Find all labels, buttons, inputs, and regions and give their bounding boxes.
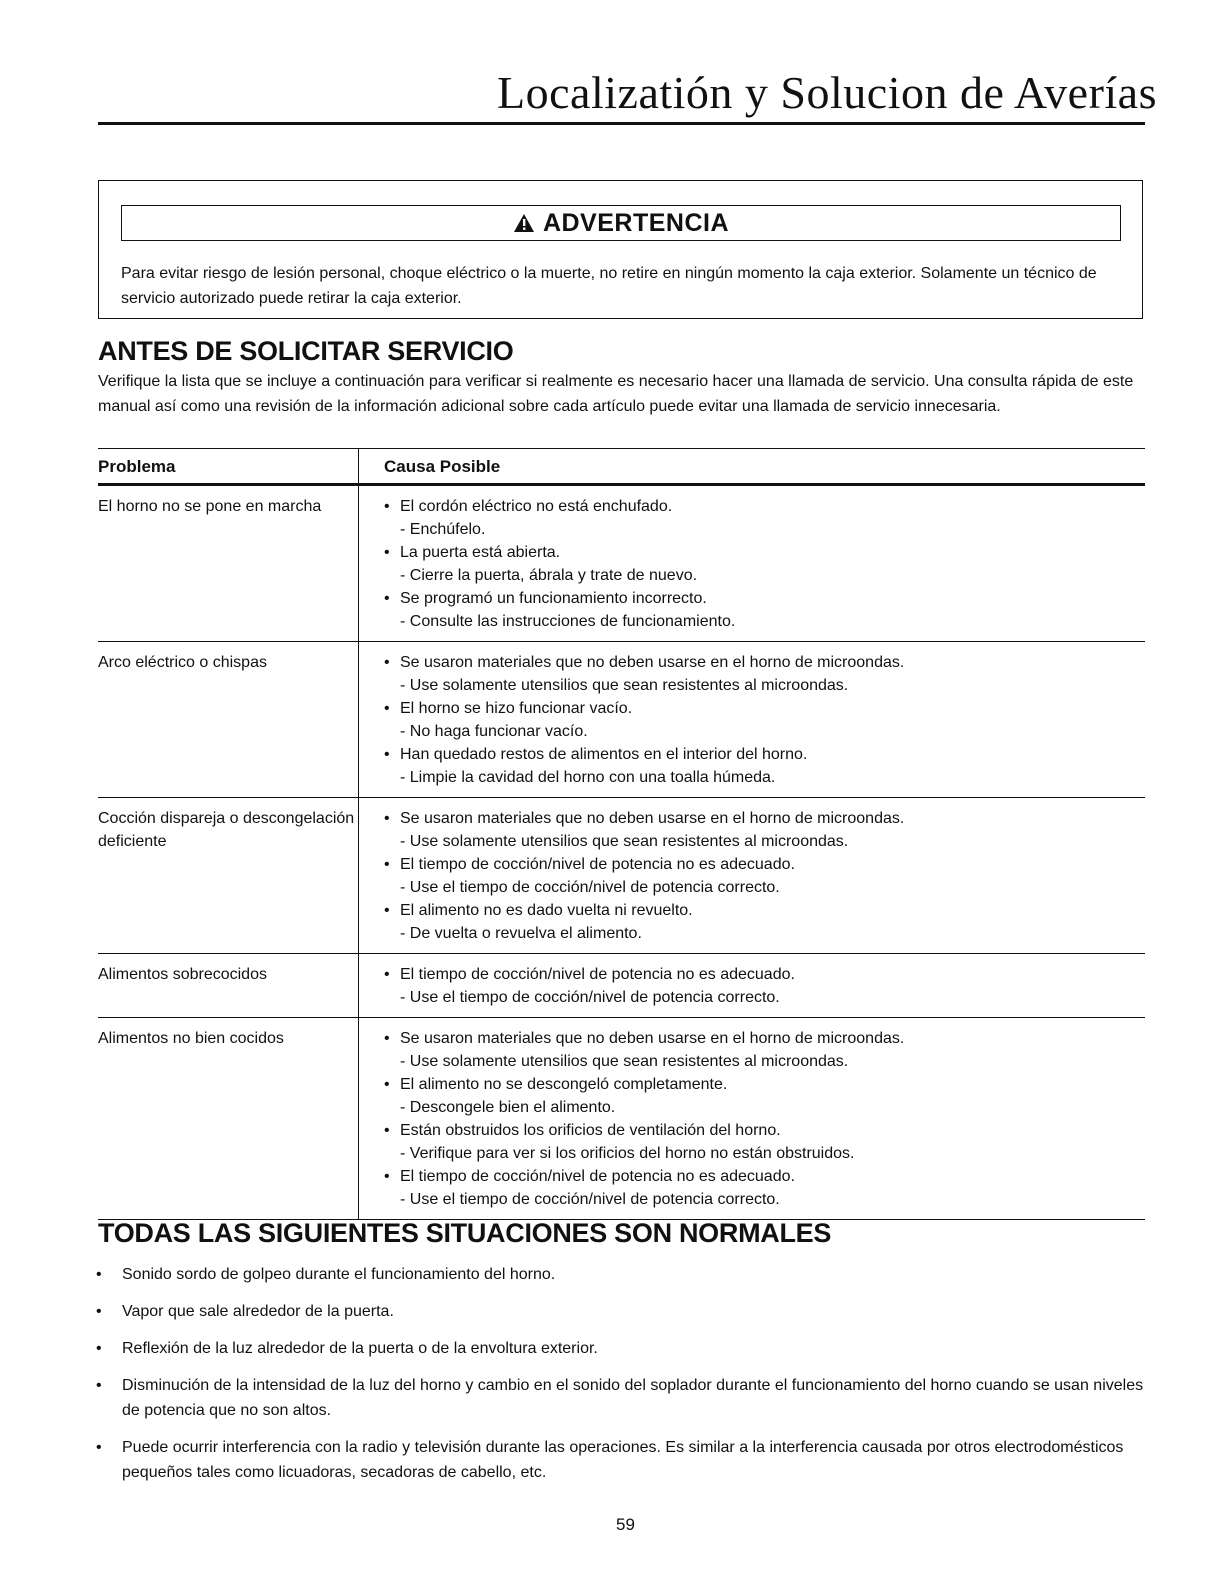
cause-line <box>384 899 1145 922</box>
list-item <box>96 1262 1146 1287</box>
cause-cell <box>358 798 1145 953</box>
bullet-icon: • <box>384 700 390 717</box>
list-item-text: Sonido sordo de golpeo durante el funcionamiento del horno. <box>122 1266 556 1283</box>
cause-text: El tiempo de cocción/nivel de potencia no es adecuado. <box>400 856 795 873</box>
problem-cell: El horno no se pone en marcha <box>98 498 322 515</box>
warning-triangle-icon <box>513 211 535 240</box>
fix-text: - Verifique para ver si los orificios del horno no están obstruidos. <box>400 1145 855 1162</box>
table-row <box>98 954 1145 1018</box>
fix-text: - Use el tiempo de cocción/nivel de potencia correcto. <box>400 1191 780 1208</box>
cause-item <box>384 1073 1145 1119</box>
warning-header <box>121 205 1121 241</box>
fix-text: - Use solamente utensilios que sean resistentes al microondas. <box>400 833 849 850</box>
list-item-text: Vapor que sale alrededor de la puerta. <box>122 1303 394 1320</box>
list-item <box>96 1373 1146 1423</box>
bullet-icon: • <box>96 1439 102 1456</box>
problem-cell: Cocción dispareja o descongelación deficiente <box>98 810 355 850</box>
table-body <box>98 486 1145 1220</box>
cause-text: Se usaron materiales que no deben usarse en el horno de microondas. <box>400 654 905 671</box>
cause-item <box>384 853 1145 899</box>
cause-item <box>384 743 1145 789</box>
cause-text: El horno se hizo funcionar vacío. <box>400 700 633 717</box>
fix-text: - Consulte las instrucciones de funcionamiento. <box>400 613 736 630</box>
bullet-icon: • <box>384 544 390 561</box>
cause-item <box>384 1119 1145 1165</box>
bullet-icon: • <box>384 810 390 827</box>
fix-text: - Descongele bien el alimento. <box>400 1099 616 1116</box>
warning-label: ADVERTENCIA <box>542 208 730 237</box>
table-header <box>98 449 1145 486</box>
fix-text: - Use solamente utensilios que sean resistentes al microondas. <box>400 677 849 694</box>
cause-text: Están obstruidos los orificios de ventilación del horno. <box>400 1122 781 1139</box>
fix-text: - Use el tiempo de cocción/nivel de potencia correcto. <box>400 879 780 896</box>
bullet-icon: • <box>384 902 390 919</box>
cause-text: El cordón eléctrico no está enchufado. <box>400 498 673 515</box>
fix-text: - Use el tiempo de cocción/nivel de potencia correcto. <box>400 989 780 1006</box>
cause-item <box>384 963 1145 1009</box>
cause-line <box>384 587 1145 610</box>
list-item <box>96 1435 1146 1485</box>
before-service-title: ANTES DE SOLICITAR SERVICIO <box>98 336 514 366</box>
list-item-text: Reflexión de la luz alrededor de la puerta o de la envoltura exterior. <box>122 1340 598 1357</box>
cause-item <box>384 807 1145 853</box>
cause-text: Han quedado restos de alimentos en el interior del horno. <box>400 746 808 763</box>
bullet-icon: • <box>384 746 390 763</box>
problem-cell: Alimentos no bien cocidos <box>98 1030 284 1047</box>
cause-line <box>384 963 1145 986</box>
bullet-icon: • <box>384 966 390 983</box>
cause-line <box>384 1165 1145 1188</box>
bullet-icon: • <box>384 1030 390 1047</box>
cause-cell <box>358 1018 1145 1219</box>
cause-item <box>384 587 1145 633</box>
fix-text: - Limpie la cavidad del horno con una toalla húmeda. <box>400 769 776 786</box>
cause-line <box>384 807 1145 830</box>
table-row <box>98 1018 1145 1220</box>
cause-text: El alimento no se descongeló completamente. <box>400 1076 728 1093</box>
cause-item <box>384 899 1145 945</box>
cause-text: El tiempo de cocción/nivel de potencia no es adecuado. <box>400 966 795 983</box>
problem-cell: Alimentos sobrecocidos <box>98 966 267 983</box>
cause-text: El alimento no es dado vuelta ni revuelto. <box>400 902 693 919</box>
list-item-text: Disminución de la intensidad de la luz del horno y cambio en el sonido del soplador durante el funcionamiento del horno cuando se usan niveles de potencia que no son altos. <box>122 1377 1144 1419</box>
cause-item <box>384 697 1145 743</box>
header-problem: Problema <box>98 457 176 476</box>
cause-text: El tiempo de cocción/nivel de potencia no es adecuado. <box>400 1168 795 1185</box>
before-service-intro: Verifique la lista que se incluye a continuación para verificar si realmente es necesario hacer una llamada de servicio. Una consulta rápida de este manual así como una revisión de la información adicional sobre cada artículo puede evitar una llamada de servicio innecesaria. <box>98 373 1134 415</box>
troubleshooting-table <box>98 448 1145 1220</box>
list-item <box>96 1299 1146 1324</box>
fix-text: - De vuelta o revuelva el alimento. <box>400 925 642 942</box>
cause-line <box>384 1073 1145 1096</box>
cause-cell <box>358 954 1145 1017</box>
bullet-icon: • <box>96 1377 102 1394</box>
bullet-icon: • <box>384 1168 390 1185</box>
normal-situations-title: TODAS LAS SIGUIENTES SITUACIONES SON NORMALES <box>98 1218 832 1248</box>
fix-text: - Use solamente utensilios que sean resistentes al microondas. <box>400 1053 849 1070</box>
bullet-icon: • <box>384 856 390 873</box>
list-item-text: Puede ocurrir interferencia con la radio y televisión durante las operaciones. Es similar a la interferencia causada por otros electrodomésticos pequeños tales como licuadoras, secadoras de cabello, etc. <box>122 1439 1124 1481</box>
cause-cell <box>358 642 1145 797</box>
cause-line <box>384 853 1145 876</box>
bullet-icon: • <box>96 1340 102 1357</box>
cause-item <box>384 1027 1145 1073</box>
page-title: Localizatión y Solucion de Averías <box>497 67 1157 118</box>
fix-text: - Enchúfelo. <box>400 521 486 538</box>
table-row <box>98 798 1145 954</box>
fix-text: - No haga funcionar vacío. <box>400 723 588 740</box>
bullet-icon: • <box>384 1076 390 1093</box>
warning-box <box>98 180 1143 319</box>
cause-line <box>384 697 1145 720</box>
fix-text: - Cierre la puerta, ábrala y trate de nuevo. <box>400 567 698 584</box>
cause-text: Se usaron materiales que no deben usarse en el horno de microondas. <box>400 1030 905 1047</box>
page-number: 59 <box>616 1515 635 1534</box>
bullet-icon: • <box>384 498 390 515</box>
cause-text: La puerta está abierta. <box>400 544 561 561</box>
warning-text: Para evitar riesgo de lesión personal, choque eléctrico o la muerte, no retire en ningún momento la caja exterior. Solamente un técnico de servicio autorizado puede retirar la caja exterior. <box>121 265 1097 307</box>
problem-cell: Arco eléctrico o chispas <box>98 654 267 671</box>
bullet-icon: • <box>96 1266 102 1283</box>
bullet-icon: • <box>96 1303 102 1320</box>
bullet-icon: • <box>384 654 390 671</box>
cause-line <box>384 651 1145 674</box>
normal-situations-list <box>96 1262 1146 1497</box>
cause-line <box>384 1119 1145 1142</box>
header-cause: Causa Posible <box>358 449 1145 483</box>
cause-item <box>384 541 1145 587</box>
cause-line <box>384 541 1145 564</box>
bullet-icon: • <box>384 1122 390 1139</box>
cause-item <box>384 1165 1145 1211</box>
cause-line <box>384 495 1145 518</box>
table-row <box>98 486 1145 642</box>
cause-text: Se programó un funcionamiento incorrecto. <box>400 590 707 607</box>
cause-line <box>384 743 1145 766</box>
cause-item <box>384 495 1145 541</box>
cause-text: Se usaron materiales que no deben usarse en el horno de microondas. <box>400 810 905 827</box>
cause-line <box>384 1027 1145 1050</box>
cause-item <box>384 651 1145 697</box>
title-rule <box>98 122 1145 125</box>
list-item <box>96 1336 1146 1361</box>
bullet-icon: • <box>384 590 390 607</box>
cause-cell <box>358 486 1145 641</box>
table-row <box>98 642 1145 798</box>
